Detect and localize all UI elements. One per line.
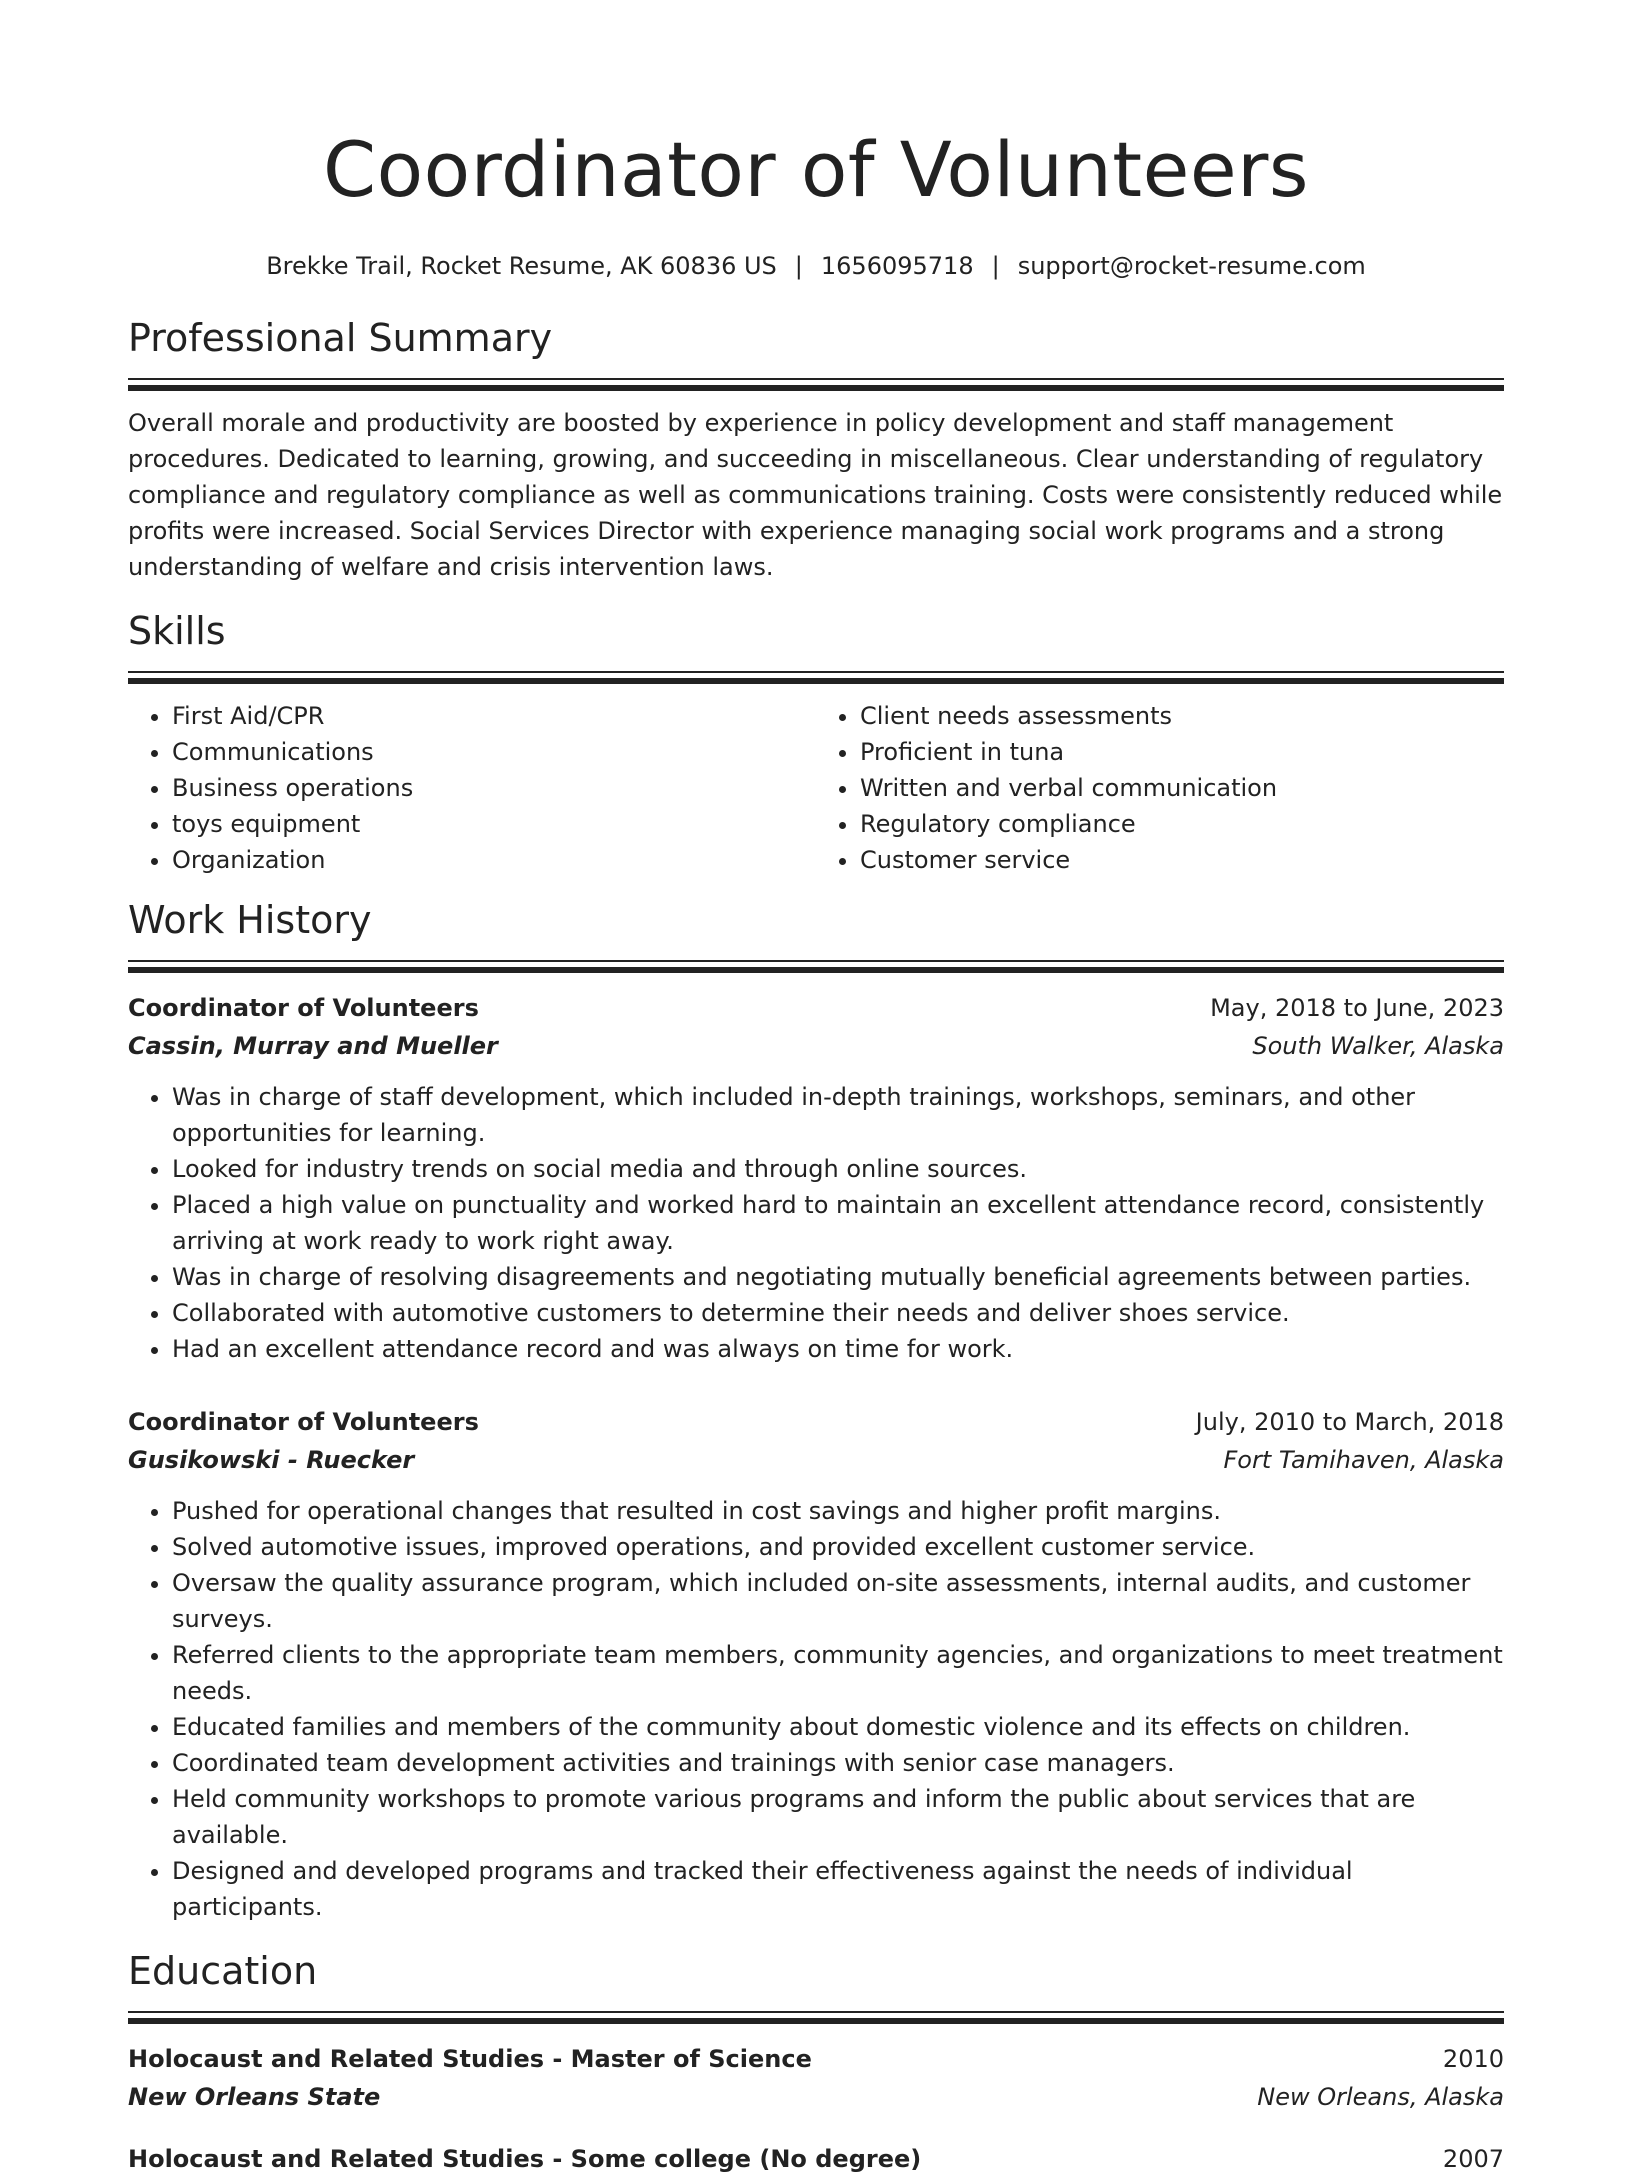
skill-item: • toys equipment bbox=[172, 806, 816, 842]
job-header-row bbox=[128, 989, 1504, 1027]
job-entry bbox=[128, 989, 1504, 1367]
skills-columns bbox=[128, 698, 1504, 878]
job-location: South Walker, Alaska bbox=[1252, 1032, 1504, 1060]
skills-section bbox=[128, 607, 1504, 878]
skills-list-left bbox=[128, 698, 816, 878]
skills-list-right bbox=[816, 698, 1504, 878]
contact-line bbox=[128, 250, 1504, 282]
contact-separator: | bbox=[991, 252, 1000, 280]
job-bullets bbox=[128, 1079, 1504, 1367]
resume-name: Coordinator of Volunteers bbox=[323, 125, 1309, 214]
summary-text: Overall morale and productivity are boosted by experience in policy development and staff management procedures. Dedicated to learning, growing, and succeeding in miscellaneous. Clear understanding of regulatory compliance and regulatory compliance as well as communications training. Costs were consistently reduced while profits were increased. Social Services Director with experience managing social work programs and a strong understanding of welfare and crisis intervention laws. bbox=[128, 409, 1503, 581]
job-bullet: • Was in charge of staff development, which included in-depth trainings, workshops, seminars, and other opportunities for learning. bbox=[172, 1079, 1504, 1151]
summary-section bbox=[128, 314, 1504, 585]
job-bullets bbox=[128, 1493, 1504, 1925]
job-dates: May, 2018 to June, 2023 bbox=[1210, 994, 1504, 1022]
job-header-row bbox=[128, 1403, 1504, 1441]
education-year: 2010 bbox=[1442, 2045, 1504, 2073]
job-company: Cassin, Murray and Mueller bbox=[128, 1032, 498, 1060]
contact-address: Brekke Trail, Rocket Resume, AK 60836 US bbox=[266, 252, 777, 280]
education-school-row bbox=[128, 2078, 1504, 2116]
work-history-section bbox=[128, 896, 1504, 1925]
job-entry bbox=[128, 1403, 1504, 1925]
contact-email: support@rocket-resume.com bbox=[1017, 252, 1366, 280]
section-title-summary: Professional Summary bbox=[128, 316, 553, 360]
education-section bbox=[128, 1947, 1504, 2178]
education-header-row bbox=[128, 2040, 1504, 2078]
skill-item: • First Aid/CPR bbox=[172, 698, 816, 734]
contact-phone: 1656095718 bbox=[820, 252, 974, 280]
skill-item: • Written and verbal communication bbox=[860, 770, 1504, 806]
section-title-work: Work History bbox=[128, 898, 372, 942]
education-entry bbox=[128, 2040, 1504, 2116]
section-divider bbox=[128, 671, 1504, 684]
education-year: 2007 bbox=[1442, 2145, 1504, 2173]
job-company: Gusikowski - Ruecker bbox=[128, 1446, 415, 1474]
education-degree: Holocaust and Related Studies - Master of Science bbox=[128, 2045, 812, 2073]
section-divider bbox=[128, 378, 1504, 391]
skill-item: • Proficient in tuna bbox=[860, 734, 1504, 770]
job-title: Coordinator of Volunteers bbox=[128, 994, 479, 1022]
education-entry bbox=[128, 2140, 1504, 2178]
job-dates: July, 2010 to March, 2018 bbox=[1195, 1408, 1504, 1436]
education-location: New Orleans, Alaska bbox=[1257, 2083, 1504, 2111]
job-bullet: • Solved automotive issues, improved operations, and provided excellent customer service. bbox=[172, 1529, 1504, 1565]
job-bullet: • Collaborated with automotive customers to determine their needs and deliver shoes service. bbox=[172, 1295, 1504, 1331]
contact-separator: | bbox=[794, 252, 803, 280]
job-bullet: • Placed a high value on punctuality and worked hard to maintain an excellent attendance record, consistently arriving at work ready to work right away. bbox=[172, 1187, 1504, 1259]
job-location: Fort Tamihaven, Alaska bbox=[1223, 1446, 1504, 1474]
job-bullet: • Oversaw the quality assurance program, which included on-site assessments, internal audits, and customer surveys. bbox=[172, 1565, 1504, 1637]
education-degree: Holocaust and Related Studies - Some college (No degree) bbox=[128, 2145, 922, 2173]
skill-item: • Client needs assessments bbox=[860, 698, 1504, 734]
job-bullet: • Referred clients to the appropriate team members, community agencies, and organizations to meet treatment needs. bbox=[172, 1637, 1504, 1709]
job-title: Coordinator of Volunteers bbox=[128, 1408, 479, 1436]
job-bullet: • Looked for industry trends on social media and through online sources. bbox=[172, 1151, 1504, 1187]
job-bullet: • Had an excellent attendance record and was always on time for work. bbox=[172, 1331, 1504, 1367]
skill-item: • Regulatory compliance bbox=[860, 806, 1504, 842]
education-school: New Orleans State bbox=[128, 2083, 381, 2111]
job-company-row bbox=[128, 1027, 1504, 1065]
job-bullet: • Was in charge of resolving disagreements and negotiating mutually beneficial agreements between parties. bbox=[172, 1259, 1504, 1295]
job-company-row bbox=[128, 1441, 1504, 1479]
job-bullet: • Designed and developed programs and tracked their effectiveness against the needs of individual participants. bbox=[172, 1853, 1504, 1925]
job-bullet: • Pushed for operational changes that resulted in cost savings and higher profit margins. bbox=[172, 1493, 1504, 1529]
job-bullet: • Coordinated team development activities and trainings with senior case managers. bbox=[172, 1745, 1504, 1781]
skill-item: • Customer service bbox=[860, 842, 1504, 878]
section-title-skills: Skills bbox=[128, 609, 226, 653]
job-bullet: • Educated families and members of the community about domestic violence and its effects on children. bbox=[172, 1709, 1504, 1745]
skill-item: • Communications bbox=[172, 734, 816, 770]
skill-item: • Organization bbox=[172, 842, 816, 878]
section-divider bbox=[128, 2011, 1504, 2024]
section-title-education: Education bbox=[128, 1949, 318, 1993]
section-divider bbox=[128, 960, 1504, 973]
education-header-row bbox=[128, 2140, 1504, 2178]
skill-item: • Business operations bbox=[172, 770, 816, 806]
job-bullet: • Held community workshops to promote various programs and inform the public about services that are available. bbox=[172, 1781, 1504, 1853]
